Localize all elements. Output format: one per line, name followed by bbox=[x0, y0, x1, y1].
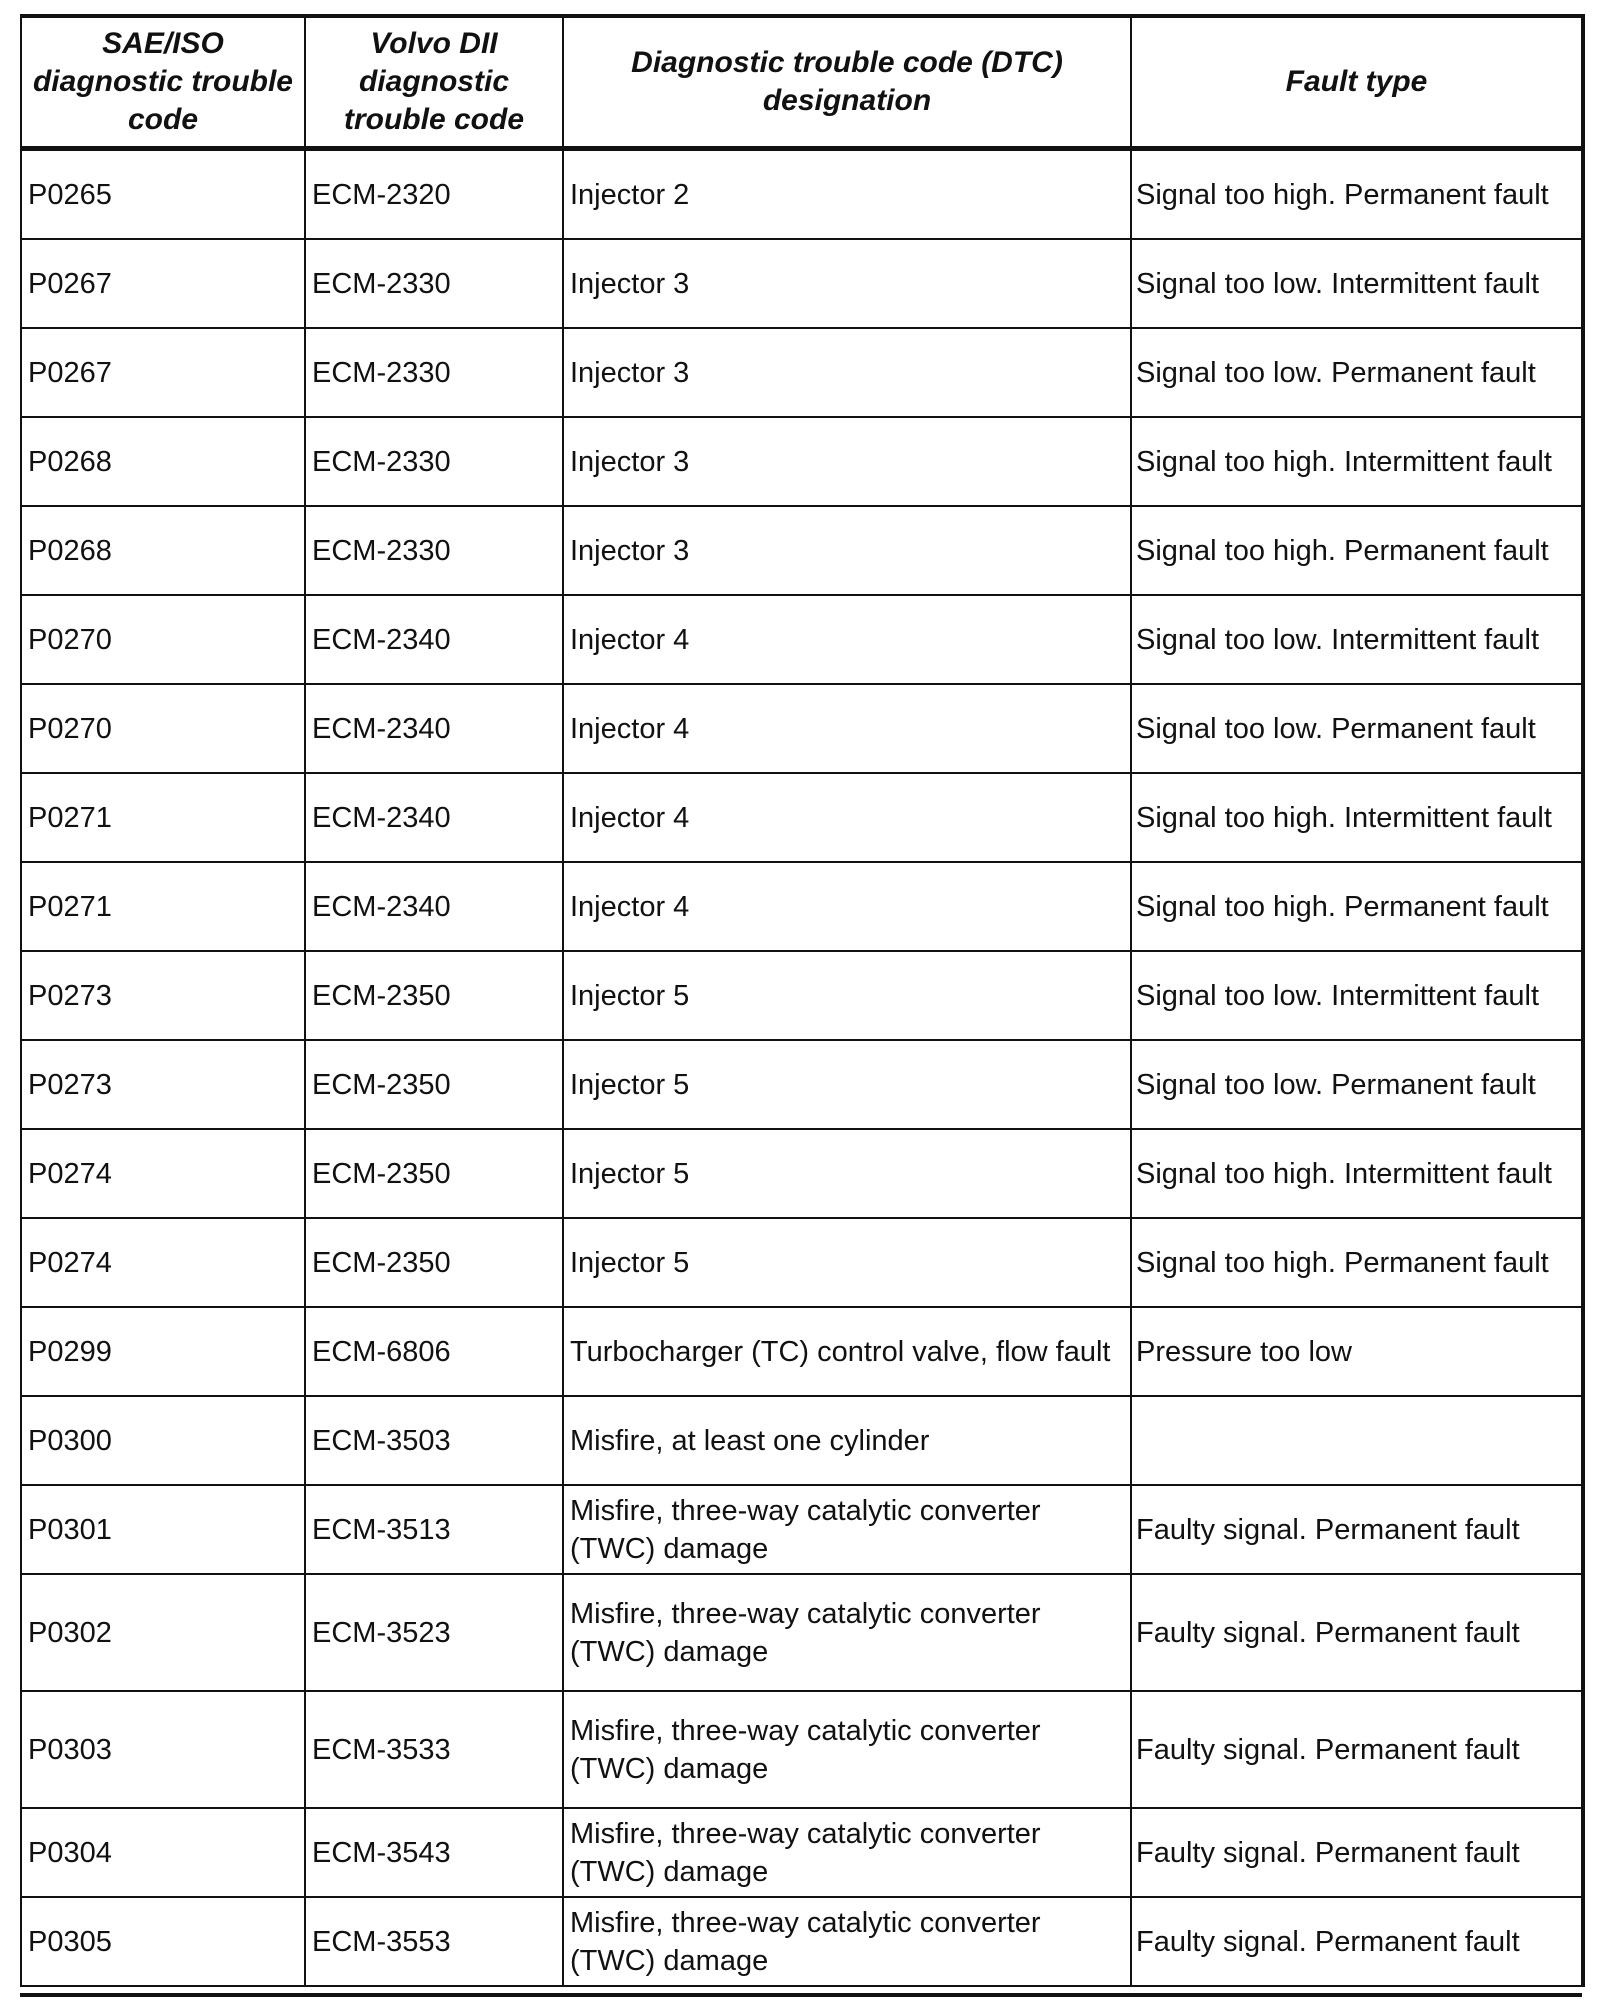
sae-iso-code-cell: P0270 bbox=[21, 595, 305, 684]
sae-iso-code-cell: P0305 bbox=[21, 1897, 305, 1986]
volvo-dii-code-cell: ECM-2330 bbox=[305, 417, 563, 506]
fault-type-cell: Signal too low. Intermittent fault bbox=[1131, 951, 1583, 1040]
sae-iso-code-cell: P0302 bbox=[21, 1574, 305, 1691]
sae-iso-code-cell: P0267 bbox=[21, 239, 305, 328]
table-row bbox=[21, 1307, 1583, 1396]
table-row bbox=[21, 1129, 1583, 1218]
header-volvo-dii-code: Volvo DII diagnostic trouble code bbox=[305, 16, 563, 149]
sae-iso-code-cell: P0271 bbox=[21, 773, 305, 862]
fault-type-cell: Faulty signal. Permanent fault bbox=[1131, 1808, 1583, 1897]
sae-iso-code-cell: P0268 bbox=[21, 417, 305, 506]
fault-type-cell: Signal too high. Permanent fault bbox=[1131, 149, 1583, 240]
volvo-dii-code-cell: ECM-2340 bbox=[305, 684, 563, 773]
header-sae-iso-code: SAE/ISO diagnostic trouble code bbox=[21, 16, 305, 149]
header-fault-type: Fault type bbox=[1131, 16, 1583, 149]
table-row bbox=[21, 1574, 1583, 1691]
table-row bbox=[21, 595, 1583, 684]
volvo-dii-code-cell: ECM-2330 bbox=[305, 328, 563, 417]
dtc-designation-cell: Misfire, three-way catalytic converter (TWC) damage bbox=[563, 1485, 1131, 1574]
dtc-designation-cell: Misfire, three-way catalytic converter (TWC) damage bbox=[563, 1574, 1131, 1691]
dtc-designation-cell: Injector 4 bbox=[563, 773, 1131, 862]
dtc-designation-cell: Misfire, three-way catalytic converter (TWC) damage bbox=[563, 1691, 1131, 1808]
volvo-dii-code-cell: ECM-2330 bbox=[305, 506, 563, 595]
fault-type-cell: Signal too low. Permanent fault bbox=[1131, 1040, 1583, 1129]
sae-iso-code-cell: P0301 bbox=[21, 1485, 305, 1574]
sae-iso-code-cell: P0268 bbox=[21, 506, 305, 595]
table-row bbox=[21, 239, 1583, 328]
volvo-dii-code-cell: ECM-3523 bbox=[305, 1574, 563, 1691]
table-row bbox=[21, 149, 1583, 240]
volvo-dii-code-cell: ECM-2350 bbox=[305, 1040, 563, 1129]
dtc-designation-cell: Injector 4 bbox=[563, 595, 1131, 684]
fault-type-cell: Signal too high. Permanent fault bbox=[1131, 506, 1583, 595]
sae-iso-code-cell: P0274 bbox=[21, 1218, 305, 1307]
table-header bbox=[21, 16, 1583, 149]
table-row bbox=[21, 1808, 1583, 1897]
volvo-dii-code-cell: ECM-2340 bbox=[305, 595, 563, 684]
dtc-designation-cell: Injector 3 bbox=[563, 417, 1131, 506]
fault-type-cell: Faulty signal. Permanent fault bbox=[1131, 1691, 1583, 1808]
volvo-dii-code-cell: ECM-3503 bbox=[305, 1396, 563, 1485]
table-row bbox=[21, 951, 1583, 1040]
header-row bbox=[21, 16, 1583, 149]
fault-type-cell: Signal too high. Permanent fault bbox=[1131, 862, 1583, 951]
volvo-dii-code-cell: ECM-2350 bbox=[305, 1218, 563, 1307]
fault-type-cell: Signal too high. Intermittent fault bbox=[1131, 1129, 1583, 1218]
dtc-designation-cell: Misfire, three-way catalytic converter (TWC) damage bbox=[563, 1808, 1131, 1897]
fault-type-cell: Faulty signal. Permanent fault bbox=[1131, 1574, 1583, 1691]
sae-iso-code-cell: P0300 bbox=[21, 1396, 305, 1485]
fault-type-cell: Signal too low. Intermittent fault bbox=[1131, 595, 1583, 684]
table-body bbox=[21, 149, 1583, 1987]
sae-iso-code-cell: P0274 bbox=[21, 1129, 305, 1218]
table-row bbox=[21, 1218, 1583, 1307]
dtc-designation-cell: Injector 5 bbox=[563, 1129, 1131, 1218]
fault-type-cell bbox=[1131, 1396, 1583, 1485]
dtc-designation-cell: Turbocharger (TC) control valve, flow fault bbox=[563, 1307, 1131, 1396]
table-row bbox=[21, 862, 1583, 951]
fault-type-cell: Faulty signal. Permanent fault bbox=[1131, 1897, 1583, 1986]
sae-iso-code-cell: P0265 bbox=[21, 149, 305, 240]
bottom-rule bbox=[20, 1993, 1582, 1997]
volvo-dii-code-cell: ECM-3513 bbox=[305, 1485, 563, 1574]
dtc-designation-cell: Misfire, at least one cylinder bbox=[563, 1396, 1131, 1485]
fault-type-cell: Pressure too low bbox=[1131, 1307, 1583, 1396]
dtc-designation-cell: Injector 3 bbox=[563, 328, 1131, 417]
dtc-designation-cell: Injector 4 bbox=[563, 862, 1131, 951]
table-row bbox=[21, 773, 1583, 862]
dtc-designation-cell: Injector 5 bbox=[563, 1040, 1131, 1129]
sae-iso-code-cell: P0273 bbox=[21, 1040, 305, 1129]
fault-type-cell: Signal too low. Permanent fault bbox=[1131, 328, 1583, 417]
fault-type-cell: Signal too low. Intermittent fault bbox=[1131, 239, 1583, 328]
sae-iso-code-cell: P0299 bbox=[21, 1307, 305, 1396]
fault-type-cell: Signal too high. Intermittent fault bbox=[1131, 417, 1583, 506]
dtc-designation-cell: Injector 5 bbox=[563, 951, 1131, 1040]
fault-type-cell: Signal too high. Intermittent fault bbox=[1131, 773, 1583, 862]
table-row bbox=[21, 1691, 1583, 1808]
dtc-designation-cell: Misfire, three-way catalytic converter (TWC) damage bbox=[563, 1897, 1131, 1986]
volvo-dii-code-cell: ECM-3533 bbox=[305, 1691, 563, 1808]
header-dtc-designation: Diagnostic trouble code (DTC) designation bbox=[563, 16, 1131, 149]
fault-type-cell: Faulty signal. Permanent fault bbox=[1131, 1485, 1583, 1574]
table-row bbox=[21, 1396, 1583, 1485]
sae-iso-code-cell: P0271 bbox=[21, 862, 305, 951]
sae-iso-code-cell: P0273 bbox=[21, 951, 305, 1040]
fault-type-cell: Signal too low. Permanent fault bbox=[1131, 684, 1583, 773]
table-row bbox=[21, 328, 1583, 417]
volvo-dii-code-cell: ECM-3553 bbox=[305, 1897, 563, 1986]
fault-type-cell: Signal too high. Permanent fault bbox=[1131, 1218, 1583, 1307]
table-row bbox=[21, 1897, 1583, 1986]
table-row bbox=[21, 1040, 1583, 1129]
sae-iso-code-cell: P0267 bbox=[21, 328, 305, 417]
sae-iso-code-cell: P0303 bbox=[21, 1691, 305, 1808]
volvo-dii-code-cell: ECM-2340 bbox=[305, 862, 563, 951]
table-row bbox=[21, 1485, 1583, 1574]
table-row bbox=[21, 417, 1583, 506]
volvo-dii-code-cell: ECM-3543 bbox=[305, 1808, 563, 1897]
volvo-dii-code-cell: ECM-6806 bbox=[305, 1307, 563, 1396]
volvo-dii-code-cell: ECM-2350 bbox=[305, 1129, 563, 1218]
volvo-dii-code-cell: ECM-2330 bbox=[305, 239, 563, 328]
table-row bbox=[21, 506, 1583, 595]
dtc-designation-cell: Injector 4 bbox=[563, 684, 1131, 773]
volvo-dii-code-cell: ECM-2340 bbox=[305, 773, 563, 862]
dtc-designation-cell: Injector 3 bbox=[563, 506, 1131, 595]
dtc-designation-cell: Injector 5 bbox=[563, 1218, 1131, 1307]
volvo-dii-code-cell: ECM-2350 bbox=[305, 951, 563, 1040]
dtc-designation-cell: Injector 2 bbox=[563, 149, 1131, 240]
volvo-dii-code-cell: ECM-2320 bbox=[305, 149, 563, 240]
table-row bbox=[21, 684, 1583, 773]
sae-iso-code-cell: P0304 bbox=[21, 1808, 305, 1897]
dtc-table-sheet bbox=[20, 14, 1582, 1987]
dtc-designation-cell: Injector 3 bbox=[563, 239, 1131, 328]
dtc-table bbox=[20, 14, 1585, 1987]
sae-iso-code-cell: P0270 bbox=[21, 684, 305, 773]
